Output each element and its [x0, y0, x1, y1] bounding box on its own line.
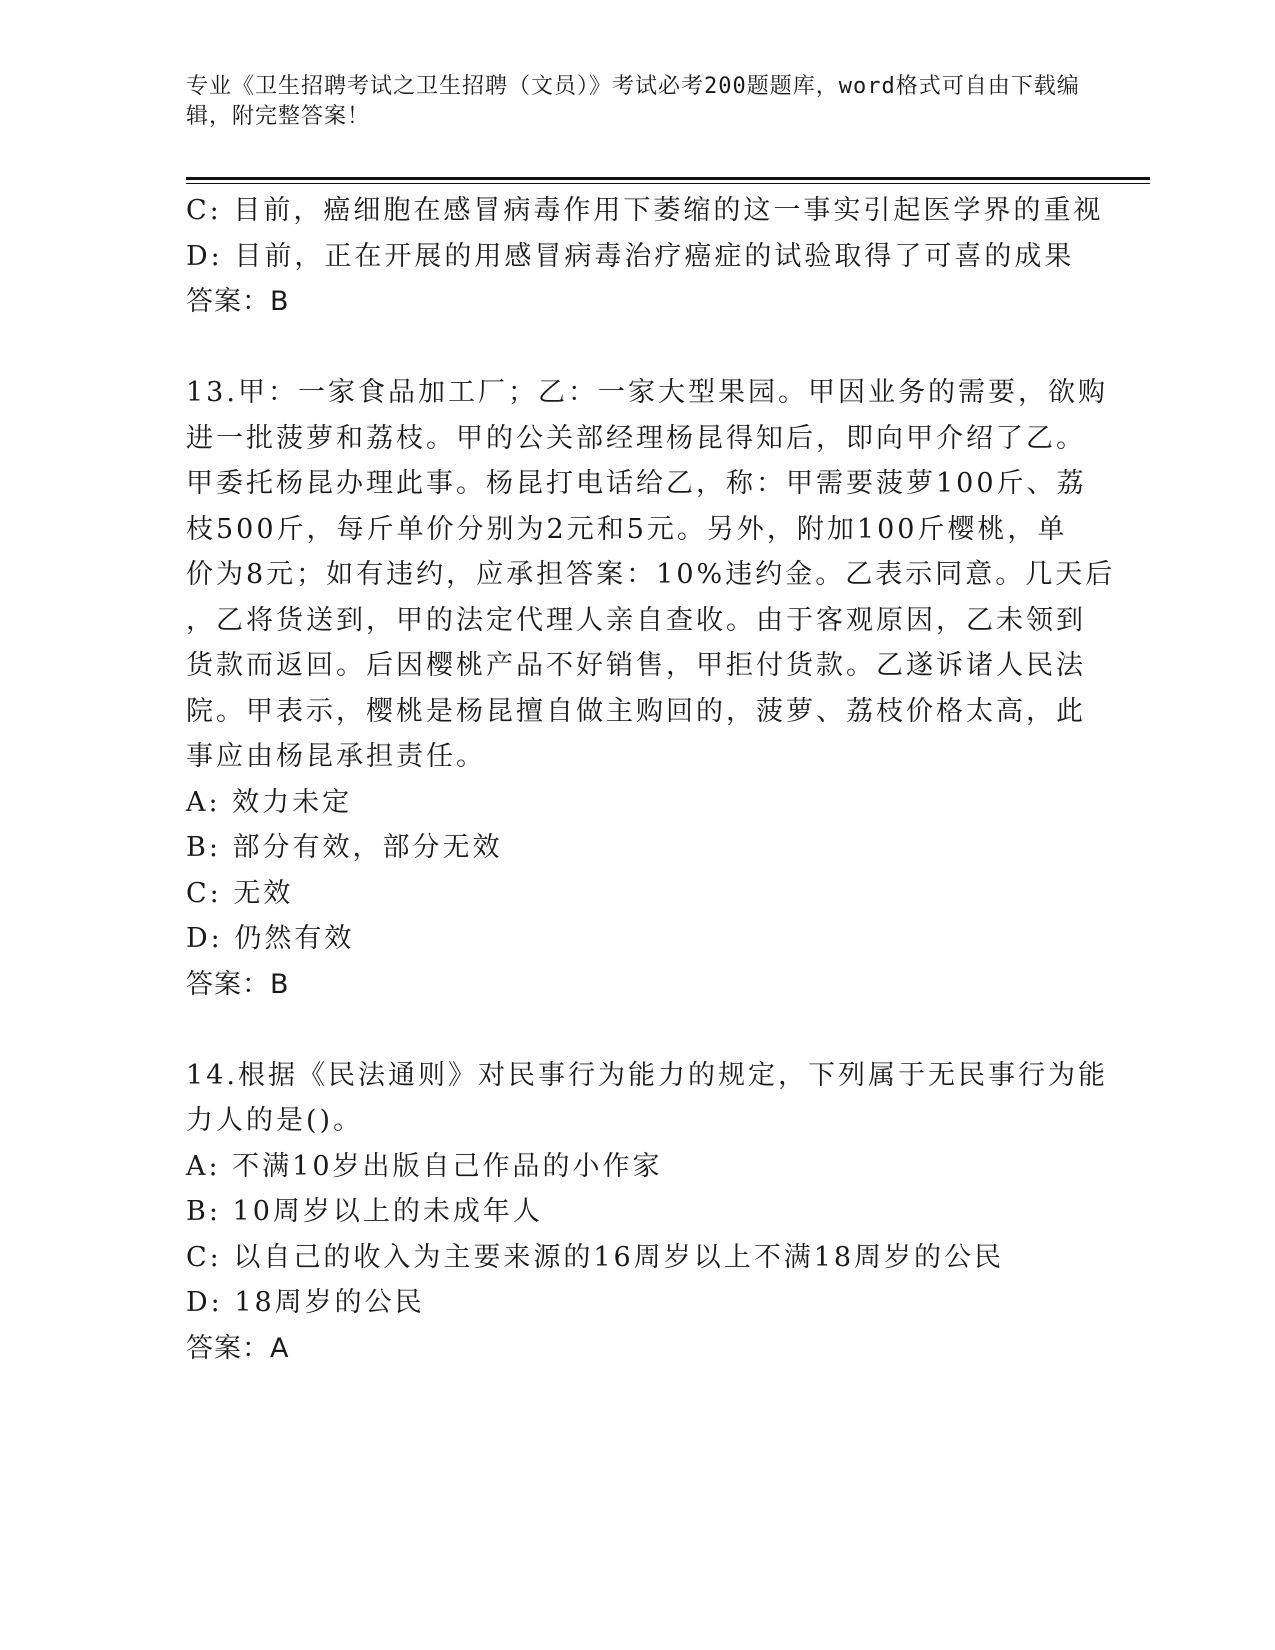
- question-line: 枝500斤，每斤单价分别为2元和5元。另外，附加100斤樱桃，单: [186, 513, 1068, 545]
- header-text: 专业《卫生招聘考试之卫生招聘（文员）》考试必考200题题库，word格式可自由下载编辑，附完整答案！: [186, 74, 1080, 129]
- question-line: 价为8元；如有违约，应承担答案：10%违约金。乙表示同意。几天后: [186, 559, 1116, 590]
- question-line: 院。甲表示，樱桃是杨昆擅自做主购回的，菠萝、荔枝价格太高，此: [186, 695, 1086, 727]
- option-d: D: 目前，正在开展的用感冒病毒治疗癌症的试验取得了可喜的成果: [186, 240, 1075, 272]
- question-line: 14.根据《民法通则》对民事行为能力的规定，下列属于无民事行为能: [186, 1059, 1108, 1091]
- option-d: D: 仍然有效: [186, 923, 355, 954]
- question-12-tail: [186, 188, 1104, 325]
- answer-label: 答案：B: [186, 286, 290, 317]
- option-d: D: 18周岁的公民: [186, 1287, 425, 1318]
- option-c: C: 以自己的收入为主要来源的16周岁以上不满18周岁的公民: [186, 1241, 1005, 1273]
- option-c: C: 目前，癌细胞在感冒病毒作用下萎缩的这一事实引起医学界的重视: [186, 195, 1104, 226]
- option-c: C: 无效: [186, 877, 294, 909]
- question-line: 力人的是()。: [186, 1105, 364, 1136]
- question-13: [186, 370, 1116, 1007]
- question-line: ，乙将货送到，甲的法定代理人亲自查收。由于客观原因，乙未领到: [186, 604, 1086, 636]
- header-rule-thin: [186, 183, 1150, 184]
- option-a: A: 不满10岁出版自己作品的小作家: [186, 1150, 663, 1182]
- question-line: 进一批菠萝和荔枝。甲的公关部经理杨昆得知后，即向甲介绍了乙。: [186, 422, 1086, 454]
- option-a: A: 效力未定: [186, 786, 353, 818]
- spacer: [186, 1007, 1086, 1053]
- option-b: B: 10周岁以上的未成年人: [186, 1196, 543, 1227]
- question-14: [186, 1053, 1108, 1372]
- header-rule-thick: [186, 177, 1150, 180]
- answer-label: 答案：B: [186, 968, 290, 1000]
- spacer: [186, 325, 1086, 371]
- question-line: 甲委托杨昆办理此事。杨昆打电话给乙，称：甲需要菠萝100斤、荔: [186, 468, 1087, 499]
- document-header: [186, 72, 1086, 132]
- option-b: B: 部分有效，部分无效: [186, 832, 503, 863]
- answer-label: 答案：A: [186, 1332, 290, 1364]
- question-line: 货款而返回。后因樱桃产品不好销售，甲拒付货款。乙遂诉诸人民法: [186, 650, 1086, 681]
- question-line: 事应由杨昆承担责任。: [186, 741, 486, 772]
- question-content: [186, 188, 1116, 1371]
- question-line: 13.甲：一家食品加工厂；乙：一家大型果园。甲因业务的需要，欲购: [186, 377, 1108, 408]
